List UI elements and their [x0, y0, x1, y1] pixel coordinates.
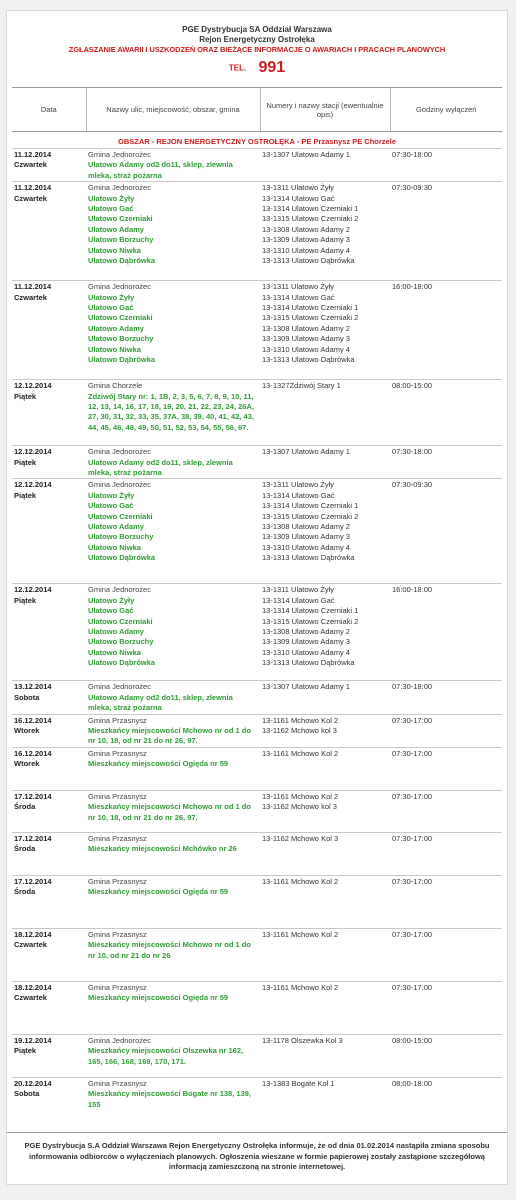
hours-cell: [390, 714, 502, 747]
commune-name: Gmina Jednorożec: [88, 682, 151, 692]
table-row: [12, 584, 502, 681]
place-name: Ulatowo Adamy: [88, 522, 144, 532]
commune-name: Gmina Jednorożec: [88, 480, 151, 490]
stations-cell: [260, 832, 390, 875]
streets-cell: [86, 446, 260, 479]
commune-name: Gmina Przasnysz: [88, 982, 147, 992]
commune-name: Gmina Jednorożec: [88, 585, 151, 595]
table-row: [12, 714, 502, 747]
date-cell: [12, 875, 86, 928]
outage-date: 12.12.2014: [14, 585, 52, 595]
place-name: Ulatowo Adamy od2 do11, sklep, zlewnia mleka, straż pożarna: [88, 457, 233, 478]
station-name: 13-1178 Olszewka Kol 3: [262, 1035, 343, 1045]
commune-name: Gmina Jednorożec: [88, 447, 151, 457]
phone-label: TEL.: [228, 63, 247, 73]
stations-cell: [260, 281, 390, 380]
hours-cell: [390, 149, 502, 182]
table-row: [12, 681, 502, 714]
stations-cell: [260, 149, 390, 182]
table-row: [12, 747, 502, 790]
outage-weekday: Czwartek: [14, 193, 47, 203]
streets-cell: [86, 584, 260, 681]
outage-date: 18.12.2014: [14, 982, 52, 992]
outage-date: 11.12.2014: [14, 150, 52, 159]
station-name: 13-1313 Ulatowo Dąbrówka: [262, 355, 355, 365]
station-name: 13-1315 Ulatowo Czerniaki 2: [262, 616, 359, 626]
outage-date: 17.12.2014: [14, 791, 52, 801]
streets-cell: [86, 928, 260, 981]
table-row: [12, 981, 502, 1034]
table-row: [12, 790, 502, 832]
outage-hours: 08:00-15:00: [392, 1035, 433, 1045]
outage-date: 12.12.2014: [14, 447, 52, 457]
stations-cell: [260, 928, 390, 981]
station-name: 13-1161 Mchowo Kol 2: [262, 982, 339, 992]
table-row: [12, 281, 502, 380]
outage-hours: 07:30-17:00: [392, 982, 433, 992]
commune-name: Gmina Przasnysz: [88, 929, 147, 939]
outage-hours: 16:00-18:00: [392, 585, 433, 595]
date-cell: [12, 584, 86, 681]
place-name: Ulatowo Żyły: [88, 193, 135, 203]
outage-date: 20.12.2014: [14, 1078, 52, 1088]
outage-weekday: Czwartek: [14, 993, 47, 1003]
station-name: 13-1308 Ulatowo Adamy 2: [262, 224, 350, 234]
commune-name: Gmina Chorzele: [88, 381, 143, 391]
outage-date: 18.12.2014: [14, 929, 52, 939]
hours-cell: [390, 832, 502, 875]
place-name: Mieszkańcy miejscowości Mchówko nr 26: [88, 844, 237, 854]
outage-date: 17.12.2014: [14, 833, 52, 843]
outage-date: 11.12.2014: [14, 282, 52, 292]
outage-table: [12, 87, 502, 1122]
place-name: Mieszkańcy miejscowości Bogate nr 138, 139, 155: [88, 1089, 251, 1109]
place-name: Ulatowo Adamy: [88, 627, 144, 637]
outage-date: 19.12.2014: [14, 1035, 52, 1045]
place-name: Ulatowo Dąbrówka: [88, 553, 156, 563]
stations-cell: [260, 747, 390, 790]
outage-weekday: Środa: [14, 887, 36, 897]
station-name: 13-1161 Mchowo Kol 2: [262, 791, 339, 801]
place-name: Ulatowo Niwka: [88, 245, 141, 255]
area-title-row: [12, 132, 502, 149]
station-name: 13-1315 Ulatowo Czerniaki 2: [262, 214, 359, 224]
emergency-phone: [7, 59, 507, 77]
commune-name: Gmina Jednorożec: [88, 183, 151, 193]
outage-weekday: Środa: [14, 844, 36, 854]
table-row: [12, 446, 502, 479]
table-row: [12, 479, 502, 584]
place-name: Ulatowo Czerniaki: [88, 511, 153, 521]
outage-weekday: Wtorek: [14, 726, 40, 736]
place-name: Ulatowo Borzuchy: [88, 637, 154, 647]
place-name: Zdziwój Stary nr: 1, 1B, 2, 3, 5, 6, 7, 8, 9, 10, 11, 12, 13, 14, 16, 17, 18, 19, 20, 21, 22, 23, 24, 26A, 27, 30, 31, 32, 33, 35, 37A, 38, 39, 40, 41, 42, 43, 44, 45, 46, 48, 49, 50, 51, 52, 53, 54, 55, 56, 67.: [88, 391, 254, 432]
commune-name: Gmina Przasnysz: [88, 791, 147, 801]
col-header-date: Data: [12, 88, 86, 132]
date-cell: [12, 182, 86, 281]
outage-hours: 07:30-17:00: [392, 715, 433, 725]
place-name: Ulatowo Borzuchy: [88, 235, 154, 245]
place-name: Ulatowo Adamy od2 do11, sklep, zlewnia mleka, straż pożarna: [88, 160, 233, 180]
station-name: 13-1383 Bogate Kol 1: [262, 1078, 335, 1088]
commune-name: Gmina Przasnysz: [88, 715, 147, 725]
stations-cell: [260, 479, 390, 584]
hours-cell: [390, 747, 502, 790]
station-name: 13-1309 Ulatowo Adamy 3: [262, 637, 350, 647]
stations-cell: [260, 790, 390, 832]
place-name: Ulatowo Dąbrówka: [88, 256, 156, 266]
outage-hours: 07:30-17:00: [392, 748, 433, 758]
station-name: 13-1313 Ulatowo Dąbrówka: [262, 256, 355, 266]
hours-cell: [390, 981, 502, 1034]
station-name: 13-1161 Mchowo Kol 2: [262, 748, 339, 758]
place-name: Ulatowo Dąbrówka: [88, 355, 156, 365]
place-name: Ulatowo Borzuchy: [88, 334, 154, 344]
commune-name: Gmina Jednorożec: [88, 1035, 151, 1045]
commune-name: Gmina Przasnysz: [88, 1078, 147, 1088]
outage-hours: 16:00-18:00: [392, 282, 433, 292]
commune-name: Gmina Jednorożec: [88, 150, 151, 159]
station-name: 13-1314 Ulatowo Gać: [262, 595, 335, 605]
outage-weekday: Sobota: [14, 1089, 40, 1099]
outage-hours: 07:30-17:00: [392, 929, 433, 939]
notice-headline: ZGŁASZANIE AWARII I USZKODZEŃ ORAZ BIEŻĄCE INFORMACJE O AWARIACH I PRACACH PLANOWYCH: [68, 45, 446, 54]
col-header-hours: Godziny wyłączeń: [390, 88, 502, 132]
date-cell: [12, 380, 86, 446]
outage-weekday: Sobota: [14, 692, 40, 702]
stations-cell: [260, 875, 390, 928]
outage-hours: 07:30-18:00: [392, 682, 433, 692]
place-name: Ulatowo Adamy: [88, 224, 144, 234]
hours-cell: [390, 875, 502, 928]
col-header-stations: Numery i nazwy stacji (ewentualnie opis): [260, 88, 390, 132]
outage-hours: 07:30-17:00: [392, 833, 433, 843]
station-name: 13-1307 Ulatowo Adamy 1: [262, 682, 350, 692]
streets-cell: [86, 149, 260, 182]
table-row: [12, 1034, 502, 1077]
station-name: 13-1162 Mchowo Kol 3: [262, 833, 339, 843]
streets-cell: [86, 380, 260, 446]
station-name: 13-1311 Ulatowo Żyły: [262, 282, 334, 292]
streets-cell: [86, 714, 260, 747]
station-name: 13-1311 Ulatowo Żyły: [262, 183, 334, 193]
date-cell: [12, 446, 86, 479]
outage-hours: 08:00-15:00: [392, 381, 433, 391]
commune-name: Gmina Jednorożec: [88, 282, 151, 292]
station-name: 13-1313 Ulatowo Dąbrówka: [262, 553, 355, 563]
outage-date: 16.12.2014: [14, 748, 52, 758]
station-name: 13-1314 Ulatowo Czerniaki 1: [262, 204, 359, 214]
outage-weekday: Piątek: [14, 595, 37, 605]
station-name: 13-1314 Ulatowo Czerniaki 1: [262, 303, 359, 313]
place-name: Ulatowo Borzuchy: [88, 532, 154, 542]
stations-cell: [260, 1034, 390, 1077]
station-name: 13-1162 Mchowo kol 3: [262, 726, 337, 736]
outage-date: 17.12.2014: [14, 876, 52, 886]
date-cell: [12, 1077, 86, 1122]
outage-weekday: Piątek: [14, 490, 37, 500]
table-row: [12, 832, 502, 875]
outage-weekday: Czwartek: [14, 940, 47, 950]
stations-cell: [260, 714, 390, 747]
streets-cell: [86, 1077, 260, 1122]
outage-weekday: Środa: [14, 802, 36, 812]
footer-notice: PGE Dystrybucja S.A Oddział Warszawa Rejon Energetyczny Ostrołęka informuje, że od dnia 01.02.2014 nastąpiła zmiana sposobu informowania odbiorców o wyłączeniach planowych. Ogłoszenia wieszane w formie papierowej zostały zastąpione szczegółową informacją zamieszczoną na stronie internetowej.: [7, 1132, 507, 1173]
outage-date: 12.12.2014: [14, 381, 52, 391]
place-name: Mieszkańcy miejscowości Olszewka nr 162, 165, 166, 168, 169, 170, 171.: [88, 1046, 244, 1066]
commune-name: Gmina Przasnysz: [88, 748, 147, 758]
date-cell: [12, 149, 86, 182]
station-name: 13-1307 Ulatowo Adamy 1: [262, 150, 350, 159]
station-name: 13-1314 Ulatowo Gać: [262, 193, 335, 203]
date-cell: [12, 1034, 86, 1077]
outage-notice-page: [6, 10, 508, 1185]
outage-weekday: Czwartek: [14, 292, 47, 302]
outage-weekday: Piątek: [14, 391, 37, 401]
station-name: 13-1315 Ulatowo Czerniaki 2: [262, 511, 359, 521]
station-name: 13-1161 Mchowo Kol 2: [262, 715, 339, 725]
stations-cell: [260, 981, 390, 1034]
place-name: Ulatowo Żyły: [88, 292, 135, 302]
outage-weekday: Wtorek: [14, 759, 40, 769]
place-name: Ulatowo Adamy: [88, 323, 144, 333]
outage-date: 11.12.2014: [14, 183, 52, 193]
station-name: 13-1309 Ulatowo Adamy 3: [262, 235, 350, 245]
station-name: 13-1315 Ulatowo Czerniaki 2: [262, 313, 359, 323]
place-name: Ulatowo Czerniaki: [88, 214, 153, 224]
streets-cell: [86, 1034, 260, 1077]
table-row: [12, 149, 502, 182]
station-name: 13-1161 Mchowo Kol 2: [262, 929, 339, 939]
place-name: Ulatowo Czerniaki: [88, 616, 153, 626]
station-name: 13-1314 Ulatowo Gać: [262, 292, 335, 302]
stations-cell: [260, 1077, 390, 1122]
place-name: Ulatowo Dąbrówka: [88, 658, 156, 668]
outage-weekday: Czwartek: [14, 160, 47, 170]
station-name: 13-1161 Mchowo Kol 2: [262, 876, 339, 886]
place-name: Ulatowo Gać: [88, 606, 134, 616]
col-header-streets: Nazwy ulic, miejscowość, obszar, gmina: [86, 88, 260, 132]
outage-date: 13.12.2014: [14, 682, 52, 692]
hours-cell: [390, 928, 502, 981]
station-name: 13-1314 Ulatowo Gać: [262, 490, 335, 500]
station-name: 13-1311 Ulatowo Żyły: [262, 585, 334, 595]
streets-cell: [86, 790, 260, 832]
table-row: [12, 928, 502, 981]
hours-cell: [390, 182, 502, 281]
station-name: 13-1311 Ulatowo Żyły: [262, 480, 334, 490]
notice-header: [7, 11, 507, 87]
outage-hours: 07:30-18:00: [392, 447, 433, 457]
streets-cell: [86, 875, 260, 928]
hours-cell: [390, 1034, 502, 1077]
station-name: 13-1314 Ulatowo Czerniaki 1: [262, 606, 359, 616]
area-title: OBSZAR - REJON ENERGETYCZNY OSTROŁĘKA - PE Przasnysz PE Chorzele: [12, 132, 502, 149]
place-name: Ulatowo Adamy od2 do11, sklep, zlewnia mleka, straż pożarna: [88, 692, 233, 713]
outage-date: 12.12.2014: [14, 480, 52, 490]
region-name: Rejon Energetyczny Ostrołęka: [199, 35, 315, 44]
hours-cell: [390, 479, 502, 584]
stations-cell: [260, 446, 390, 479]
station-name: 13-1310 Ulatowo Adamy 4: [262, 647, 350, 657]
place-name: Ulatowo Gać: [88, 303, 134, 313]
place-name: Mieszkańcy miejscowości Mchowo nr od 1 do nr 10, 18, od nr 21 do nr 26, 97.: [88, 726, 251, 746]
outage-hours: 07:30-17:00: [392, 791, 433, 801]
outage-hours: 07:30-18:00: [392, 150, 433, 159]
streets-cell: [86, 479, 260, 584]
company-name: PGE Dystrybucja SA Oddział Warszawa: [182, 25, 332, 34]
hours-cell: [390, 446, 502, 479]
date-cell: [12, 714, 86, 747]
outage-date: 16.12.2014: [14, 715, 52, 725]
place-name: Mieszkańcy miejscowości Ogięda nr 59: [88, 993, 229, 1003]
outage-hours: 07:30-09:30: [392, 480, 433, 490]
streets-cell: [86, 832, 260, 875]
place-name: Ulatowo Gać: [88, 501, 134, 511]
station-name: 13-1313 Ulatowo Dąbrówka: [262, 658, 355, 668]
place-name: Mieszkańcy miejscowości Mchowo nr od 1 do nr 10, 18, od nr 21 do nr 26, 97.: [88, 802, 251, 822]
date-cell: [12, 281, 86, 380]
station-name: 13-1307 Ulatowo Adamy 1: [262, 447, 350, 457]
hours-cell: [390, 380, 502, 446]
station-name: 13-1327Zdziwój Stary 1: [262, 381, 341, 391]
place-name: Ulatowo Gać: [88, 204, 134, 214]
hours-cell: [390, 281, 502, 380]
station-name: 13-1308 Ulatowo Adamy 2: [262, 627, 350, 637]
place-name: Mieszkańcy miejscowości Ogięda nr 59: [88, 887, 229, 897]
hours-cell: [390, 790, 502, 832]
date-cell: [12, 479, 86, 584]
commune-name: Gmina Przasnysz: [88, 833, 147, 843]
stations-cell: [260, 380, 390, 446]
streets-cell: [86, 182, 260, 281]
phone-number: 991: [258, 59, 286, 76]
place-name: Ulatowo Niwka: [88, 542, 141, 552]
station-name: 13-1308 Ulatowo Adamy 2: [262, 522, 350, 532]
station-name: 13-1314 Ulatowo Czerniaki 1: [262, 501, 359, 511]
station-name: 13-1310 Ulatowo Adamy 4: [262, 542, 350, 552]
date-cell: [12, 981, 86, 1034]
table-row: [12, 875, 502, 928]
place-name: Mieszkańcy miejscowości Ogięda nr 59: [88, 759, 229, 769]
place-name: Mieszkańcy miejscowości Mchowo nr od 1 do nr 10, od nr 21 do nr 26: [88, 940, 251, 960]
outage-weekday: Piątek: [14, 457, 37, 467]
place-name: Ulatowo Czerniaki: [88, 313, 153, 323]
streets-cell: [86, 281, 260, 380]
streets-cell: [86, 681, 260, 714]
place-name: Ulatowo Żyły: [88, 595, 135, 605]
table-header-row: [12, 88, 502, 132]
date-cell: [12, 832, 86, 875]
station-name: 13-1310 Ulatowo Adamy 4: [262, 344, 350, 354]
station-name: 13-1310 Ulatowo Adamy 4: [262, 245, 350, 255]
station-name: 13-1308 Ulatowo Adamy 2: [262, 323, 350, 333]
outage-hours: 07:30-17:00: [392, 876, 433, 886]
table-row: [12, 1077, 502, 1122]
hours-cell: [390, 584, 502, 681]
date-cell: [12, 790, 86, 832]
streets-cell: [86, 747, 260, 790]
date-cell: [12, 928, 86, 981]
station-name: 13-1162 Mchowo kol 3: [262, 802, 337, 812]
date-cell: [12, 747, 86, 790]
table-row: [12, 380, 502, 446]
stations-cell: [260, 584, 390, 681]
outage-weekday: Piątek: [14, 1046, 37, 1056]
stations-cell: [260, 681, 390, 714]
date-cell: [12, 681, 86, 714]
table-row: [12, 182, 502, 281]
station-name: 13-1309 Ulatowo Adamy 3: [262, 532, 350, 542]
outage-hours: 08:00-18:00: [392, 1078, 433, 1088]
place-name: Ulatowo Niwka: [88, 647, 141, 657]
commune-name: Gmina Przasnysz: [88, 876, 147, 886]
streets-cell: [86, 981, 260, 1034]
outage-hours: 07:30-09:30: [392, 183, 433, 193]
hours-cell: [390, 1077, 502, 1122]
place-name: Ulatowo Niwka: [88, 344, 141, 354]
place-name: Ulatowo Żyły: [88, 490, 135, 500]
hours-cell: [390, 681, 502, 714]
station-name: 13-1309 Ulatowo Adamy 3: [262, 334, 350, 344]
stations-cell: [260, 182, 390, 281]
